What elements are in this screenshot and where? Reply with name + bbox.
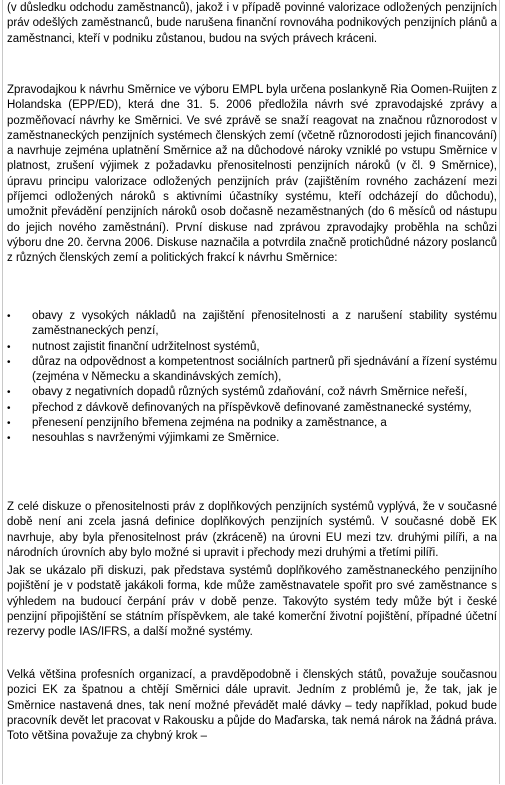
objections-list (7, 309, 497, 447)
list-item: • nutnost zajistit finanční udržitelnost systémů, (7, 340, 497, 355)
paragraph-systems: Jak se ukázalo při diskuzi, pak představa systémů doplňkového zaměstnaneckého penzijního pojištění je v podstatě jakákoli forma, kde může zaměstnavatele spořit pro své zaměstnance s výhledem na budoucí čerpání práv v době penze. Takovýto systém tedy může být i české penzijní připojištění se státním příspěvkem, ale také komerční životní pojištění, případné účetní rezervy podle IAS/IFRS, a další možné systémy. (7, 565, 497, 639)
list-item: • obavy z vysokých nákladů na zajištění přenositelnosti a z narušení stability systému zaměstnaneckých penzí, (7, 309, 497, 340)
list-item: • přenesení penzijního břemena zejména na podniky a zaměstnance, a (7, 416, 497, 431)
list-item: • nesouhlas s navrženými výjimkami ze Směrnice. (7, 431, 497, 446)
paragraph-rapporteur: Zpravodajkou k návrhu Směrnice ve výboru EMPL byla určena poslankyně Ria Oomen-Ruijten z Holandska (EPP/ED), která dne 31. 5. 2006 předložila návrh své zpravodajské zprávy a pozměňovací návrhy ke Směrnici. Ve své zprávě se snaží reagovat na značnou různorodost v zaměstnaneckých penzijních systémech členských zemí (včetně různorodosti jejich financování) a navrhuje zejména uplatnění Směrnice až na důchodové nároky vzniklé po vstupu Směrnice v platnost, zrušení výjimek z požadavku přenositelnosti penzijních nároků (v čl. 9 Směrnice), úpravu principu valorizace odložených penzijních práv (zajištěním rovného zacházení mezi příjemci odložených nároků s aktivními účastníky systému, kteří odcházejí do důchodu), umožnit převádění penzijních nároků osob dočasně nezaměstnaných (do 6 měsíců od nástupu do jejich nového zaměstnání). První diskuse nad zprávou zpravodajky proběhla na schůzi výboru dne 20. června 2006. Diskuse naznačila a potvrdila značně protichůdné názory poslanců z různých členských zemí a politických frakcí k návrhu Směrnice: (7, 84, 497, 265)
document-page (2, 0, 500, 784)
list-item: • důraz na odpovědnost a kompetentnost sociálních partnerů při sjednávání a řízení systému (zejména v Německu a skandinávských zemích), (7, 355, 497, 386)
paragraph-definition: Z celé diskuze o přenositelnosti práv z doplňkových penzijních systémů vyplývá, že v současné době není ani zcela jasná definice doplňkových penzijních systémů. V současné době EK navrhuje, aby byla přenositelnost práv (zkráceně) na úrovni EU mezi tzv. druhými pilíři, a na národních úrovních aby bylo možné si upravit i přechody mezi druhými a třetími pilíři. (7, 501, 497, 559)
paragraph-intro: (v důsledku odchodu zaměstnanců), jakož i v případě povinné valorizace odložených penzijních práv odešlých zaměstnanců, bude narušena finanční rovnováha podnikových penzijních plánů a zaměstnanci, kteří v podniku zůstanou, budou na svých právech kráceni. (7, 2, 497, 45)
paragraph-majority: Velká většina profesních organizací, a pravděpodobně i členských států, považuje současnou pozici EK za špatnou a chtějí Směrnici dále upravit. Jedním z problémů je, že tak, jak je Směrnice nastavená dnes, tak není možné převádět malé dávky – tedy například, pokud bude pracovník devět let pracovat v Rakousku a půjde do Maďarska, tak nemá nárok na žádná práva. Toto většina považuje za chybný krok – (7, 669, 497, 743)
list-item: • přechod z dávkově definovaných na příspěvkově definované zaměstnanecké systémy, (7, 401, 497, 416)
list-item: • obavy z negativních dopadů různých systémů zdaňování, což návrh Směrnice neřeší, (7, 385, 497, 400)
